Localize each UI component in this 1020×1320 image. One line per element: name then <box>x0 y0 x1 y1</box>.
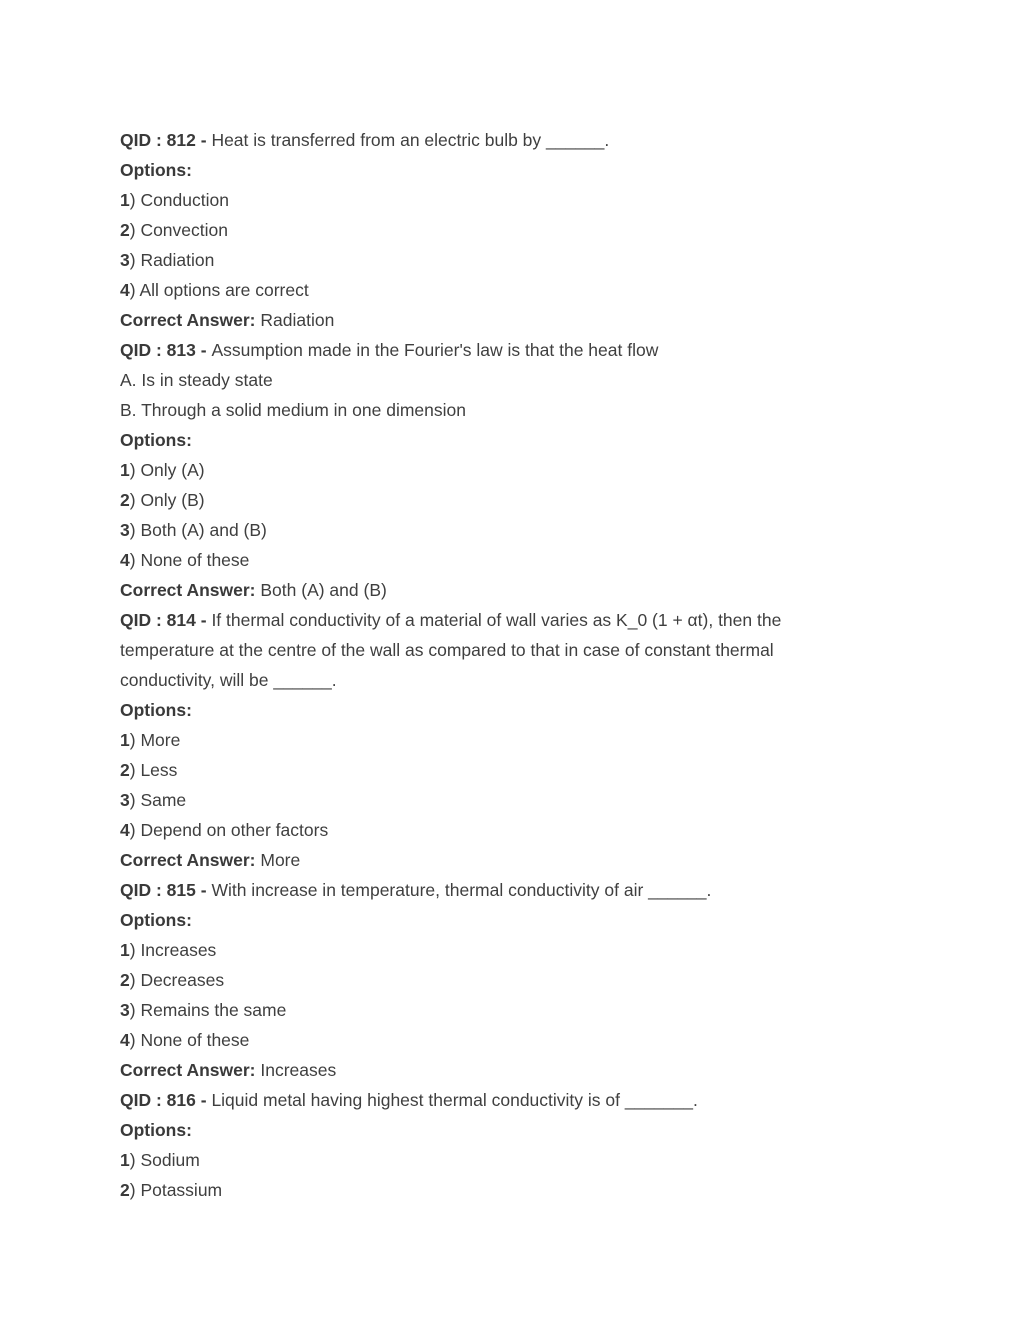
option-item: 2) Potassium <box>120 1180 223 1200</box>
correct-answer: Correct Answer: More <box>120 850 301 870</box>
option-item: 4) All options are correct <box>120 280 309 300</box>
option-item: 3) Radiation <box>120 250 215 270</box>
question-block <box>120 125 840 335</box>
qid-separator: - <box>195 610 212 630</box>
options-label: Options: <box>120 910 192 930</box>
qid-separator: - <box>195 880 212 900</box>
document-page <box>120 125 840 1205</box>
correct-answer: Correct Answer: Both (A) and (B) <box>120 580 387 600</box>
option-item: 1) Increases <box>120 940 217 960</box>
qid-label: QID : 815 <box>120 880 196 900</box>
qid-label: QID : 812 <box>120 130 196 150</box>
question-text: If thermal conductivity of a material of wall varies as K_0 (1 + αt), then the temperature at the centre of the wall as compared to that in case of constant thermal conductivity, will be ______. <box>120 610 787 690</box>
question-line <box>120 1085 840 1115</box>
question-text: Liquid metal having highest thermal conductivity is of _______. <box>211 1090 698 1110</box>
qid-label: QID : 813 <box>120 340 196 360</box>
options-label: Options: <box>120 160 192 180</box>
option-item: 4) None of these <box>120 550 250 570</box>
options-label: Options: <box>120 1120 192 1140</box>
question-block <box>120 875 840 1085</box>
option-item: 2) Convection <box>120 220 228 240</box>
options-label: Options: <box>120 430 192 450</box>
qid-separator: - <box>195 340 212 360</box>
qid-label: QID : 816 <box>120 1090 196 1110</box>
option-item: 1) Sodium <box>120 1150 200 1170</box>
option-item: 3) Both (A) and (B) <box>120 520 267 540</box>
option-item: 2) Less <box>120 760 178 780</box>
question-line <box>120 605 840 695</box>
options-label: Options: <box>120 700 192 720</box>
option-item: 1) More <box>120 730 181 750</box>
correct-answer: Correct Answer: Radiation <box>120 310 335 330</box>
question-sub-line: A. Is in steady state <box>120 370 273 390</box>
correct-answer: Correct Answer: Increases <box>120 1060 337 1080</box>
question-line <box>120 335 840 365</box>
option-item: 1) Only (A) <box>120 460 205 480</box>
option-item: 4) Depend on other factors <box>120 820 329 840</box>
option-item: 2) Decreases <box>120 970 225 990</box>
qid-separator: - <box>195 130 212 150</box>
option-item: 2) Only (B) <box>120 490 205 510</box>
qid-label: QID : 814 <box>120 610 196 630</box>
question-text: Assumption made in the Fourier's law is that the heat flow <box>211 340 659 360</box>
qid-separator: - <box>195 1090 212 1110</box>
option-item: 3) Same <box>120 790 187 810</box>
question-block <box>120 605 840 875</box>
option-item: 3) Remains the same <box>120 1000 287 1020</box>
question-sub-line: B. Through a solid medium in one dimension <box>120 400 466 420</box>
question-text: Heat is transferred from an electric bulb by ______. <box>211 130 610 150</box>
option-item: 4) None of these <box>120 1030 250 1050</box>
question-line <box>120 875 840 905</box>
question-block <box>120 1085 840 1205</box>
question-line <box>120 125 840 155</box>
option-item: 1) Conduction <box>120 190 229 210</box>
question-block <box>120 335 840 605</box>
question-text: With increase in temperature, thermal conductivity of air ______. <box>211 880 712 900</box>
